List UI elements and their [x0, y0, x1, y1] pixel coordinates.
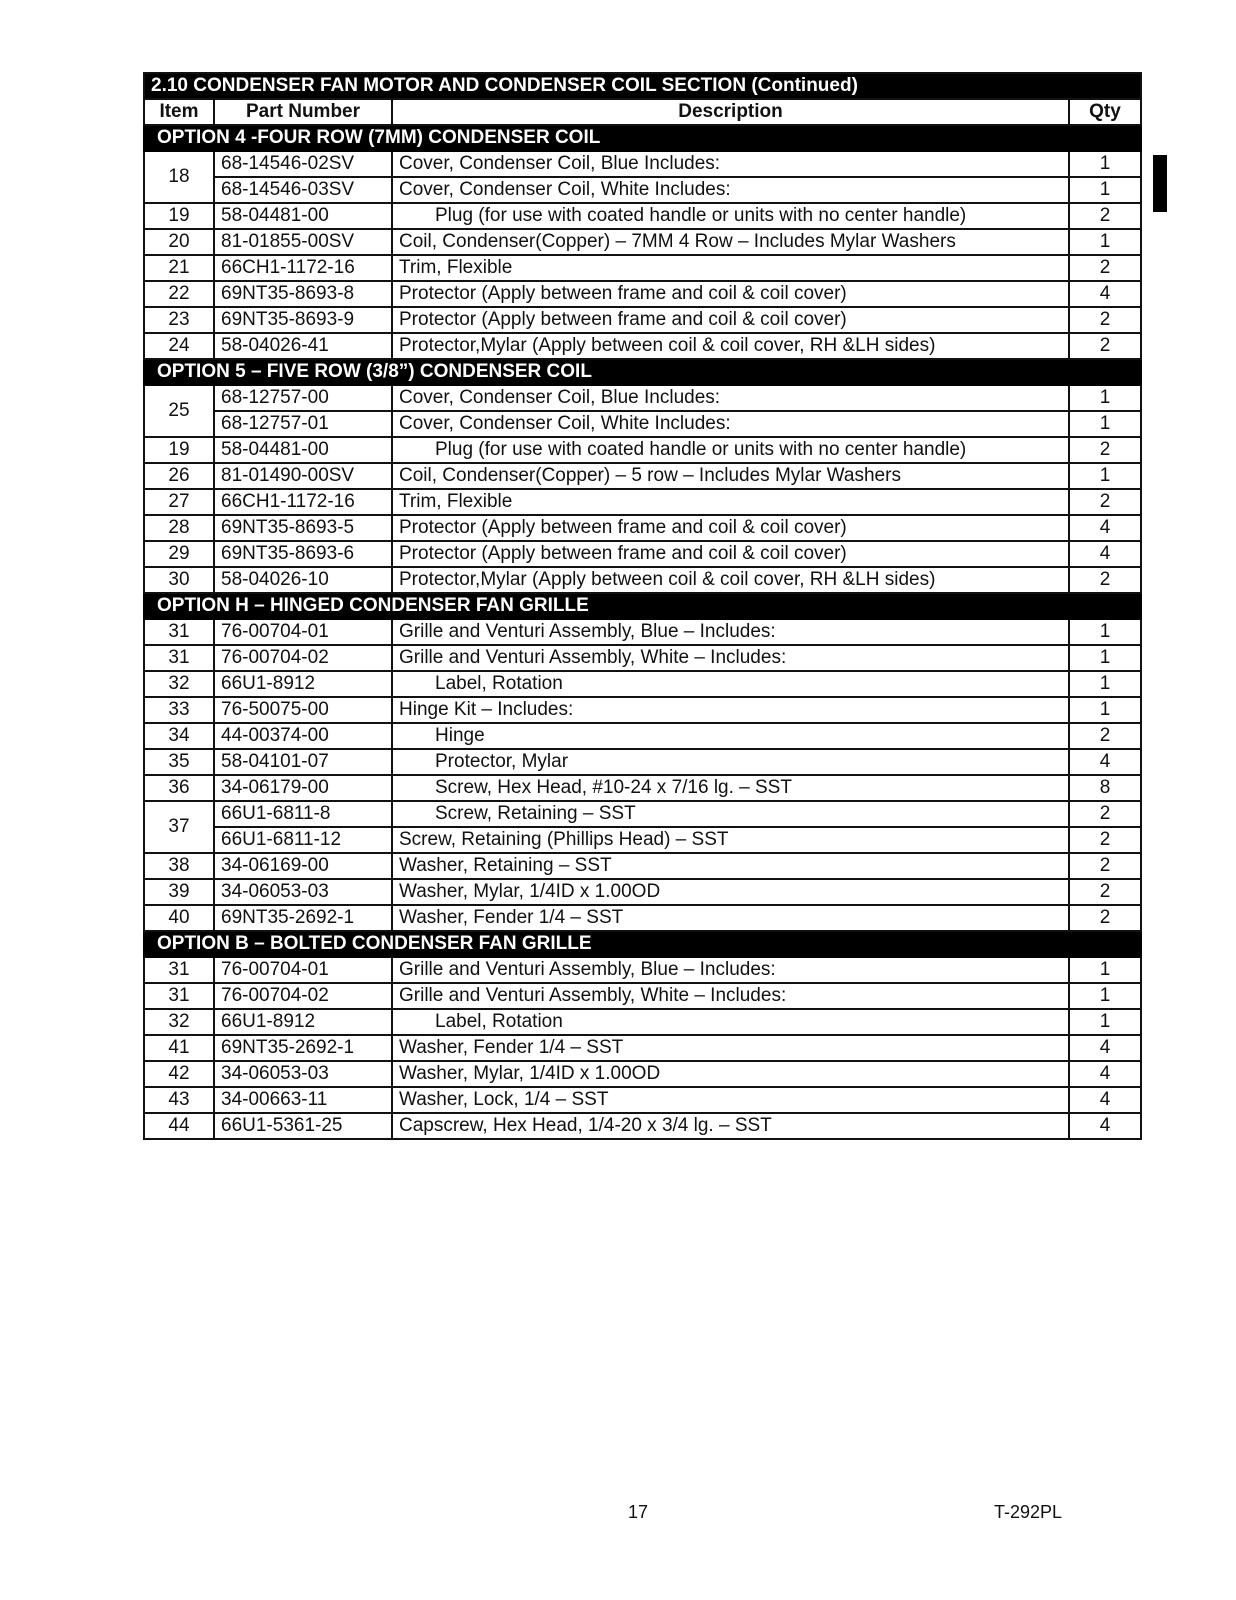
part-number: 69NT35-8693-9	[214, 307, 392, 333]
quantity: 2	[1069, 333, 1141, 359]
part-number: 76-50075-00	[214, 697, 392, 723]
item-number: 23	[144, 307, 214, 333]
part-number: 69NT35-8693-8	[214, 281, 392, 307]
document-id: T-292PL	[994, 1502, 1063, 1522]
part-number: 76-00704-02	[214, 983, 392, 1009]
part-number: 66U1-6811-8	[214, 801, 392, 827]
item-number: 22	[144, 281, 214, 307]
quantity: 4	[1069, 1113, 1141, 1139]
part-number: 76-00704-01	[214, 619, 392, 645]
part-number: 69NT35-8693-6	[214, 541, 392, 567]
part-number: 68-14546-03SV	[214, 177, 392, 203]
part-number: 81-01490-00SV	[214, 463, 392, 489]
description: Washer, Retaining – SST	[392, 853, 1069, 879]
part-number: 76-00704-02	[214, 645, 392, 671]
item-number: 43	[144, 1087, 214, 1113]
item-number: 21	[144, 255, 214, 281]
parts-table	[143, 72, 1142, 1140]
table-row	[144, 489, 1141, 515]
quantity: 4	[1069, 281, 1141, 307]
col-header-item: Item	[144, 99, 214, 125]
table-row	[144, 775, 1141, 801]
quantity: 8	[1069, 775, 1141, 801]
description: Screw, Retaining – SST	[392, 801, 1069, 827]
item-number: 31	[144, 645, 214, 671]
table-row	[144, 515, 1141, 541]
quantity: 1	[1069, 671, 1141, 697]
table-row	[144, 1009, 1141, 1035]
description: Grille and Venturi Assembly, White – Includes:	[392, 983, 1069, 1009]
table-title-row	[144, 73, 1141, 99]
description: Cover, Condenser Coil, Blue Includes:	[392, 151, 1069, 177]
part-number: 66CH1-1172-16	[214, 255, 392, 281]
quantity: 2	[1069, 801, 1141, 827]
quantity: 1	[1069, 385, 1141, 411]
quantity: 4	[1069, 515, 1141, 541]
quantity: 1	[1069, 177, 1141, 203]
item-number: 30	[144, 567, 214, 593]
quantity: 1	[1069, 645, 1141, 671]
page-number: 17	[628, 1502, 649, 1522]
quantity: 2	[1069, 203, 1141, 229]
table-row	[144, 203, 1141, 229]
table-row	[144, 957, 1141, 983]
description: Hinge Kit – Includes:	[392, 697, 1069, 723]
part-number: 68-14546-02SV	[214, 151, 392, 177]
table-row	[144, 853, 1141, 879]
description: Capscrew, Hex Head, 1/4-20 x 3/4 lg. – SST	[392, 1113, 1069, 1139]
quantity: 1	[1069, 957, 1141, 983]
part-number: 34-06053-03	[214, 879, 392, 905]
quantity: 2	[1069, 437, 1141, 463]
quantity: 1	[1069, 697, 1141, 723]
part-number: 81-01855-00SV	[214, 229, 392, 255]
item-number: 41	[144, 1035, 214, 1061]
description: Plug (for use with coated handle or units with no center handle)	[392, 203, 1069, 229]
description: Cover, Condenser Coil, White Includes:	[392, 177, 1069, 203]
table-row	[144, 1061, 1141, 1087]
part-number: 66U1-8912	[214, 1009, 392, 1035]
part-number: 68-12757-00	[214, 385, 392, 411]
table-row	[144, 255, 1141, 281]
description: Protector (Apply between frame and coil & coil cover)	[392, 515, 1069, 541]
table-row	[144, 671, 1141, 697]
description: Grille and Venturi Assembly, Blue – Includes:	[392, 619, 1069, 645]
table-row	[144, 541, 1141, 567]
section-heading: OPTION 5 – FIVE ROW (3/8”) CONDENSER COIL	[144, 359, 1141, 385]
item-number: 28	[144, 515, 214, 541]
table-row	[144, 1087, 1141, 1113]
item-number: 20	[144, 229, 214, 255]
quantity: 2	[1069, 567, 1141, 593]
table-row	[144, 463, 1141, 489]
item-number: 44	[144, 1113, 214, 1139]
table-row	[144, 151, 1141, 177]
part-number: 66U1-6811-12	[214, 827, 392, 853]
item-number: 31	[144, 619, 214, 645]
item-number: 32	[144, 671, 214, 697]
table-row	[144, 307, 1141, 333]
quantity: 1	[1069, 229, 1141, 255]
description: Protector,Mylar (Apply between coil & coil cover, RH &LH sides)	[392, 333, 1069, 359]
quantity: 1	[1069, 619, 1141, 645]
table-title: 2.10 CONDENSER FAN MOTOR AND CONDENSER COIL SECTION (Continued)	[144, 73, 1141, 99]
table-row	[144, 905, 1141, 931]
part-number: 66U1-8912	[214, 671, 392, 697]
quantity: 1	[1069, 1009, 1141, 1035]
column-header-row	[144, 99, 1141, 125]
table-row	[144, 801, 1141, 827]
item-number: 24	[144, 333, 214, 359]
quantity: 2	[1069, 853, 1141, 879]
section-header-row	[144, 593, 1141, 619]
part-number: 69NT35-2692-1	[214, 905, 392, 931]
section-heading: OPTION B – BOLTED CONDENSER FAN GRILLE	[144, 931, 1141, 957]
col-header-qty: Qty	[1069, 99, 1141, 125]
part-number: 58-04481-00	[214, 437, 392, 463]
quantity: 2	[1069, 255, 1141, 281]
item-number: 18	[144, 151, 214, 203]
part-number: 34-06053-03	[214, 1061, 392, 1087]
item-number: 33	[144, 697, 214, 723]
table-row	[144, 1035, 1141, 1061]
description: Washer, Lock, 1/4 – SST	[392, 1087, 1069, 1113]
item-number: 34	[144, 723, 214, 749]
table-row	[144, 983, 1141, 1009]
item-number: 42	[144, 1061, 214, 1087]
quantity: 4	[1069, 1061, 1141, 1087]
section-heading: OPTION 4 -FOUR ROW (7MM) CONDENSER COIL	[144, 125, 1141, 151]
item-number: 27	[144, 489, 214, 515]
section-header-row	[144, 359, 1141, 385]
description: Plug (for use with coated handle or units with no center handle)	[392, 437, 1069, 463]
item-number: 39	[144, 879, 214, 905]
quantity: 4	[1069, 1087, 1141, 1113]
description: Coil, Condenser(Copper) – 7MM 4 Row – Includes Mylar Washers	[392, 229, 1069, 255]
item-number: 31	[144, 983, 214, 1009]
col-header-part-number: Part Number	[214, 99, 392, 125]
part-number: 58-04026-10	[214, 567, 392, 593]
part-number: 34-06169-00	[214, 853, 392, 879]
part-number: 66CH1-1172-16	[214, 489, 392, 515]
description: Trim, Flexible	[392, 489, 1069, 515]
quantity: 1	[1069, 463, 1141, 489]
item-number: 19	[144, 437, 214, 463]
item-number: 19	[144, 203, 214, 229]
part-number: 66U1-5361-25	[214, 1113, 392, 1139]
section-heading: OPTION H – HINGED CONDENSER FAN GRILLE	[144, 593, 1141, 619]
description: Washer, Fender 1/4 – SST	[392, 905, 1069, 931]
table-row	[144, 229, 1141, 255]
quantity: 4	[1069, 541, 1141, 567]
quantity: 1	[1069, 411, 1141, 437]
part-number: 68-12757-01	[214, 411, 392, 437]
item-number: 29	[144, 541, 214, 567]
table-row	[144, 723, 1141, 749]
table-row	[144, 177, 1141, 203]
description: Cover, Condenser Coil, White Includes:	[392, 411, 1069, 437]
item-number: 25	[144, 385, 214, 437]
description: Screw, Hex Head, #10-24 x 7/16 lg. – SST	[392, 775, 1069, 801]
description: Protector,Mylar (Apply between coil & coil cover, RH &LH sides)	[392, 567, 1069, 593]
item-number: 36	[144, 775, 214, 801]
description: Trim, Flexible	[392, 255, 1069, 281]
part-number: 44-00374-00	[214, 723, 392, 749]
description: Protector, Mylar	[392, 749, 1069, 775]
item-number: 40	[144, 905, 214, 931]
part-number: 76-00704-01	[214, 957, 392, 983]
description: Grille and Venturi Assembly, Blue – Includes:	[392, 957, 1069, 983]
table-row	[144, 827, 1141, 853]
part-number: 58-04026-41	[214, 333, 392, 359]
part-number: 69NT35-8693-5	[214, 515, 392, 541]
section-header-row	[144, 125, 1141, 151]
part-number: 69NT35-2692-1	[214, 1035, 392, 1061]
description: Screw, Retaining (Phillips Head) – SST	[392, 827, 1069, 853]
description: Label, Rotation	[392, 1009, 1069, 1035]
quantity: 4	[1069, 749, 1141, 775]
quantity: 2	[1069, 307, 1141, 333]
table-row	[144, 1113, 1141, 1139]
table-row	[144, 619, 1141, 645]
table-row	[144, 411, 1141, 437]
item-number: 35	[144, 749, 214, 775]
item-number: 37	[144, 801, 214, 853]
item-number: 32	[144, 1009, 214, 1035]
section-thumb-tab	[1153, 155, 1167, 212]
description: Label, Rotation	[392, 671, 1069, 697]
part-number: 58-04101-07	[214, 749, 392, 775]
part-number: 34-06179-00	[214, 775, 392, 801]
section-header-row	[144, 931, 1141, 957]
description: Protector (Apply between frame and coil & coil cover)	[392, 281, 1069, 307]
description: Grille and Venturi Assembly, White – Includes:	[392, 645, 1069, 671]
quantity: 2	[1069, 827, 1141, 853]
description: Coil, Condenser(Copper) – 5 row – Includes Mylar Washers	[392, 463, 1069, 489]
description: Protector (Apply between frame and coil & coil cover)	[392, 307, 1069, 333]
quantity: 2	[1069, 905, 1141, 931]
table-row	[144, 749, 1141, 775]
table-row	[144, 333, 1141, 359]
description: Washer, Mylar, 1/4ID x 1.00OD	[392, 1061, 1069, 1087]
quantity: 2	[1069, 879, 1141, 905]
table-row	[144, 281, 1141, 307]
quantity: 4	[1069, 1035, 1141, 1061]
item-number: 38	[144, 853, 214, 879]
table-row	[144, 437, 1141, 463]
quantity: 2	[1069, 489, 1141, 515]
part-number: 34-00663-11	[214, 1087, 392, 1113]
quantity: 1	[1069, 983, 1141, 1009]
table-row	[144, 697, 1141, 723]
description: Cover, Condenser Coil, Blue Includes:	[392, 385, 1069, 411]
item-number: 31	[144, 957, 214, 983]
table-row	[144, 567, 1141, 593]
item-number: 26	[144, 463, 214, 489]
description: Protector (Apply between frame and coil & coil cover)	[392, 541, 1069, 567]
table-row	[144, 645, 1141, 671]
description: Washer, Fender 1/4 – SST	[392, 1035, 1069, 1061]
description: Hinge	[392, 723, 1069, 749]
part-number: 58-04481-00	[214, 203, 392, 229]
table-row	[144, 879, 1141, 905]
table-row	[144, 385, 1141, 411]
col-header-description: Description	[392, 99, 1069, 125]
description: Washer, Mylar, 1/4ID x 1.00OD	[392, 879, 1069, 905]
quantity: 2	[1069, 723, 1141, 749]
quantity: 1	[1069, 151, 1141, 177]
